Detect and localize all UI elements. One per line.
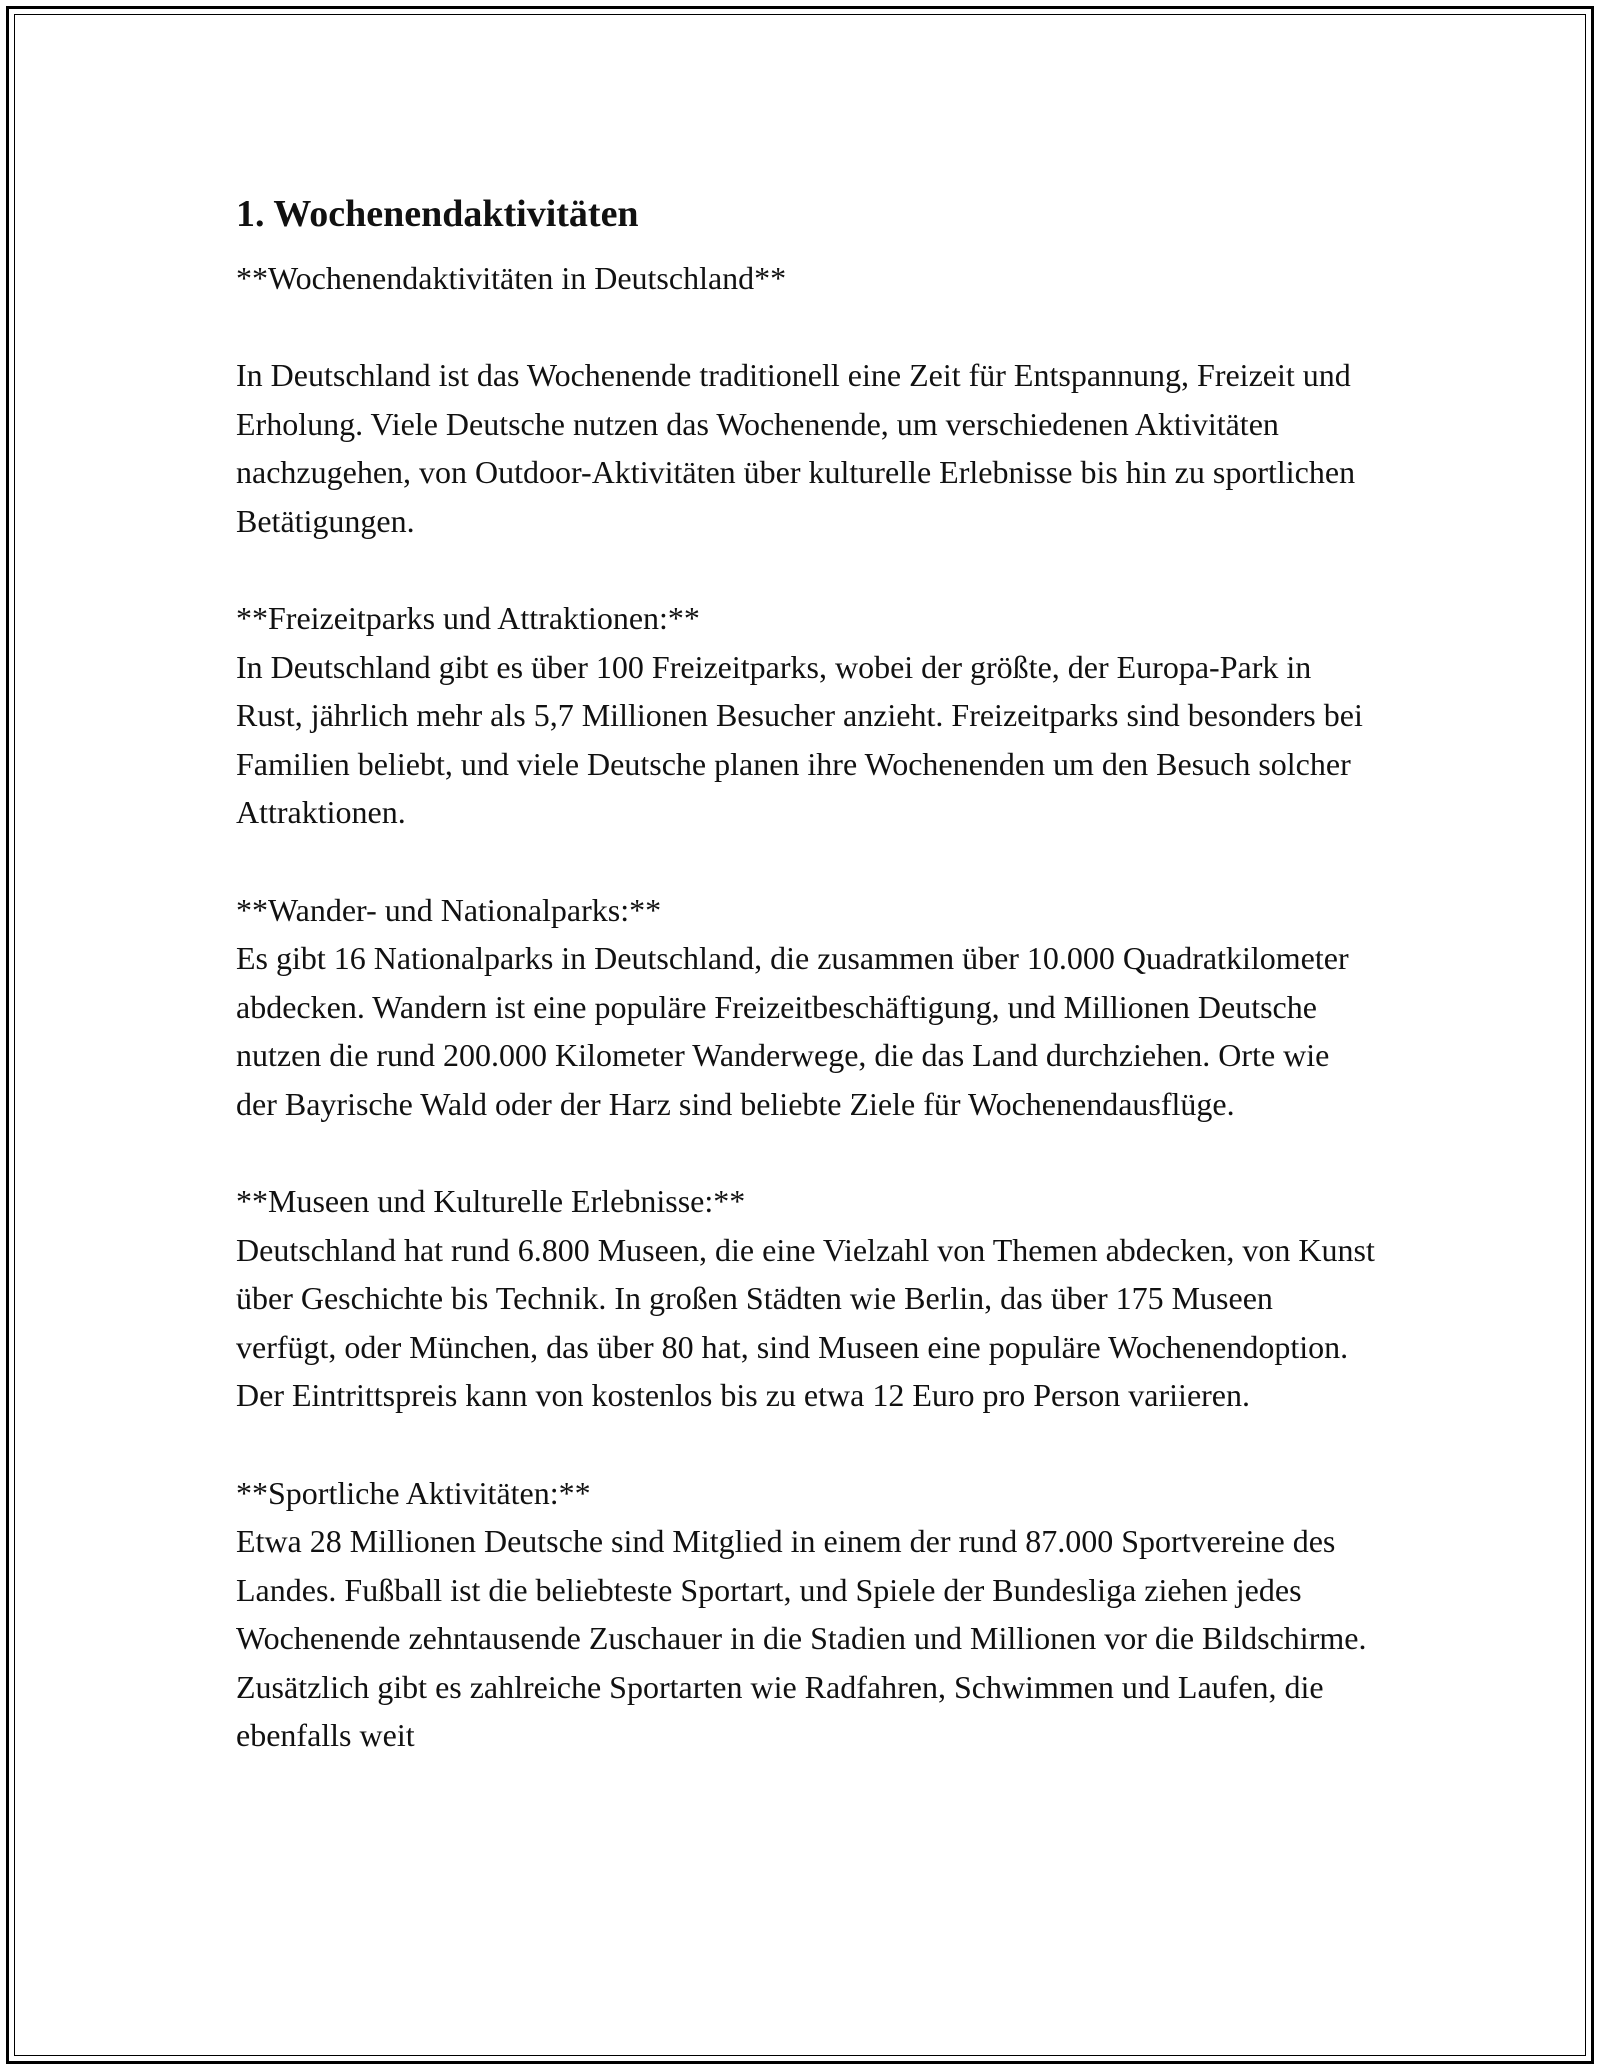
section-sport — [236, 1469, 1376, 1760]
section-title: **Museen und Kulturelle Erlebnisse:** — [236, 1183, 746, 1219]
section-museen — [236, 1177, 1376, 1420]
section-paragraph: In Deutschland gibt es über 100 Freizeitparks, wobei der größte, der Europa-Park in Rust, jährlich mehr als 5,7 Millionen Besucher anzieht. Freizeitparks sind besonders bei Familien beliebt, und viele Deutsche planen ihre Wochenenden um den Besuch solcher Attraktionen. — [236, 648, 1363, 830]
document-body — [236, 186, 1376, 1760]
section-title: **Wander- und Nationalparks:** — [236, 891, 662, 928]
section-freizeitparks — [236, 594, 1376, 837]
document-subtitle: **Wochenendaktivitäten in Deutschland** — [236, 260, 787, 296]
section-nationalparks — [236, 886, 1376, 1129]
intro-paragraph: In Deutschland ist das Wochenende traditionell eine Zeit für Entspannung, Freizeit und Erholung. Viele Deutsche nutzen das Wochenende, um verschiedenen Aktivitäten nachzugehen, von Outdoor-Aktivitäten über kulturelle Erlebnisse bis hin zu sportlichen Betätigungen. — [236, 357, 1356, 539]
section-title: **Freizeitparks und Attraktionen:** — [236, 600, 700, 636]
section-paragraph: Deutschland hat rund 6.800 Museen, die eine Vielzahl von Themen abdecken, von Kunst über Geschichte bis Technik. In großen Städten wie Berlin, das über 175 Museen verfügt, oder München, das über 80 hat, sind Museen eine populäre Wochenendoption. Der Eintrittspreis kann von kostenlos bis zu etwa 12 Euro pro Person variieren. — [236, 1231, 1375, 1413]
section-heading: 1. Wochenendaktivitäten — [236, 193, 639, 235]
section-paragraph: Es gibt 16 Nationalparks in Deutschland, die zusammen über 10.000 Quadratkilometer abdecken. Wandern ist eine populäre Freizeitbeschäftigung, und Millionen Deutsche nutzen die rund 200.000 Kilometer Wanderwege, die das Land durchziehen. Orte wie der Bayrische Wald oder der Harz sind beliebte Ziele für Wochenendausflüge. — [236, 940, 1349, 1122]
section-title: **Sportliche Aktivitäten:** — [236, 1474, 591, 1511]
section-paragraph: Etwa 28 Millionen Deutsche sind Mitglied in einem der rund 87.000 Sportvereine des Landes. Fußball ist die beliebteste Sportart, und Spiele der Bundesliga ziehen jedes Wochenende zehntausende Zuschauer in die Stadien und Millionen vor die Bildschirme. Zusätzlich gibt es zahlreiche Sportarten wie Radfahren, Schwimmen und Laufen, die ebenfalls weit — [236, 1523, 1367, 1753]
